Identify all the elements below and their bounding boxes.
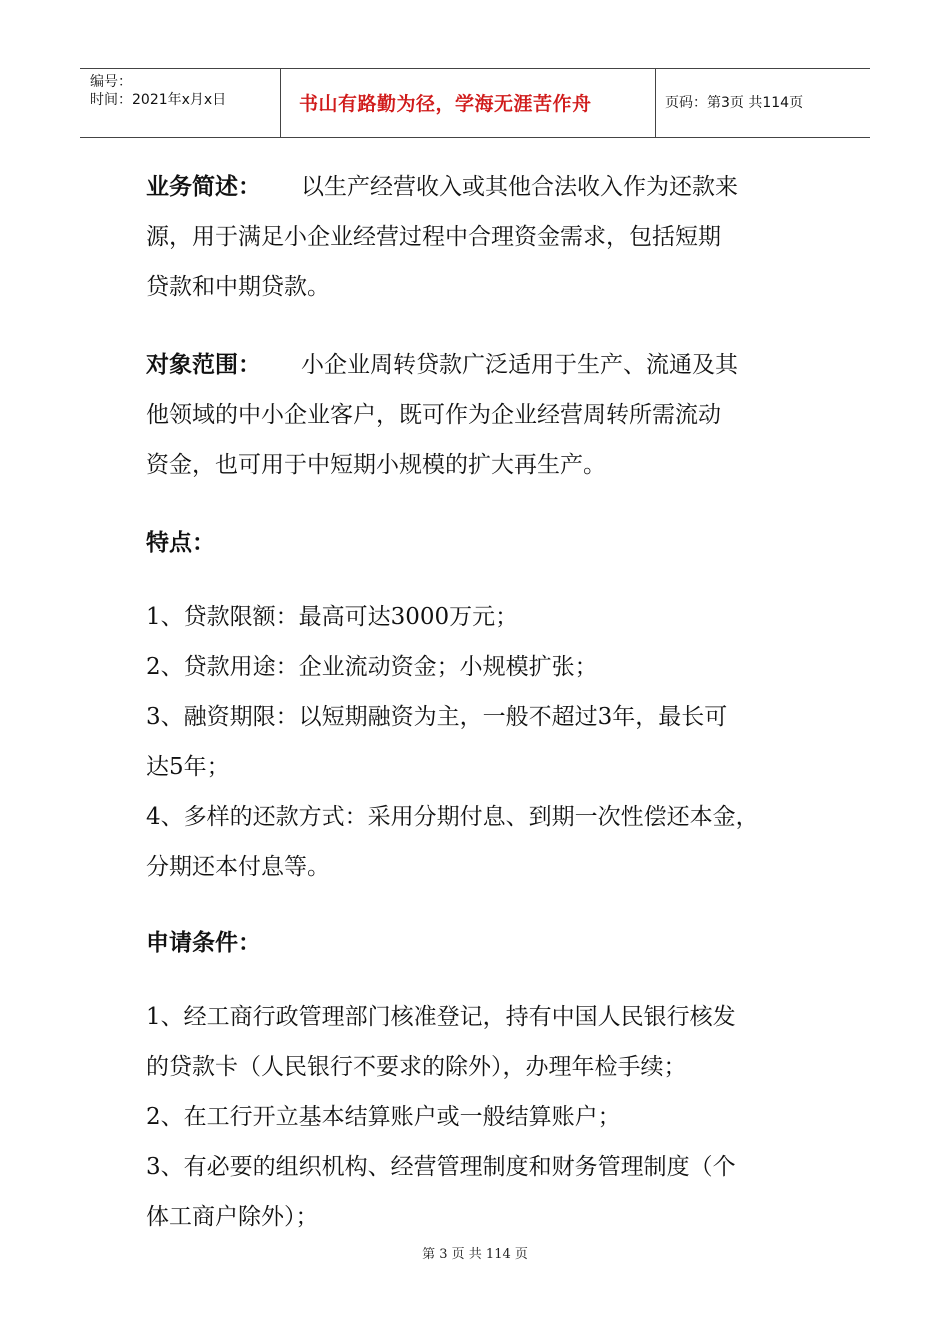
feature-line: 分期还本付息等。 (146, 854, 330, 880)
conditions-list (146, 992, 806, 1242)
header-page-info: 页码：第3页 共114页 (665, 95, 804, 111)
business-line-3: 贷款和中期贷款。 (146, 274, 330, 300)
page-footer: 第 3 页 共 114 页 (422, 1247, 528, 1262)
condition-line: 体工商户除外）； (146, 1204, 319, 1230)
condition-line: 3、有必要的组织机构、经营管理制度和财务管理制度（个 (146, 1154, 736, 1180)
features-heading: 特点： (146, 530, 215, 556)
business-text-1: 以生产经营收入或其他合法收入作为还款来 (301, 174, 738, 200)
scope-section (146, 340, 806, 490)
header-page-cell (655, 69, 870, 137)
condition-line: 的贷款卡（人民银行不要求的除外），办理年检手续； (146, 1054, 687, 1080)
feature-line: 2、贷款用途：企业流动资金；小规模扩张； (146, 654, 598, 680)
feature-line: 达5年； (146, 754, 230, 780)
document-number-label: 编号： (90, 74, 132, 90)
scope-line-2: 他领域的中小企业客户，既可作为企业经营周转所需流动 (146, 402, 721, 428)
header-motto: 书山有路勤为径，学海无涯苦作舟 (299, 93, 592, 115)
scope-line-3: 资金，也可用于中短期小规模的扩大再生产。 (146, 452, 606, 478)
header-motto-cell (280, 69, 656, 137)
condition-line: 1、经工商行政管理部门核准登记，持有中国人民银行核发 (146, 1004, 736, 1030)
business-label: 业务简述： (146, 174, 261, 200)
scope-label: 对象范围： (146, 352, 261, 378)
document-body (146, 162, 806, 1242)
business-line-2: 源，用于满足小企业经营过程中合理资金需求，包括短期 (146, 224, 721, 250)
conditions-heading: 申请条件： (146, 930, 261, 956)
document-time-label: 时间：2021年x月x日 (90, 92, 227, 108)
header-info-cell (80, 69, 280, 137)
scope-text-1: 小企业周转贷款广泛适用于生产、流通及其 (301, 352, 738, 378)
features-list (146, 592, 806, 892)
feature-line: 1、贷款限额：最高可达3000万元； (146, 604, 519, 630)
scope-line-1 (146, 340, 806, 390)
condition-line: 2、在工行开立基本结算账户或一般结算账户； (146, 1104, 621, 1130)
document-header (80, 68, 870, 138)
business-section (146, 162, 806, 312)
feature-line: 4、多样的还款方式：采用分期付息、到期一次性偿还本金， (146, 804, 759, 830)
business-line-1 (146, 162, 806, 212)
feature-line: 3、融资期限：以短期融资为主，一般不超过3年，最长可 (146, 704, 728, 730)
